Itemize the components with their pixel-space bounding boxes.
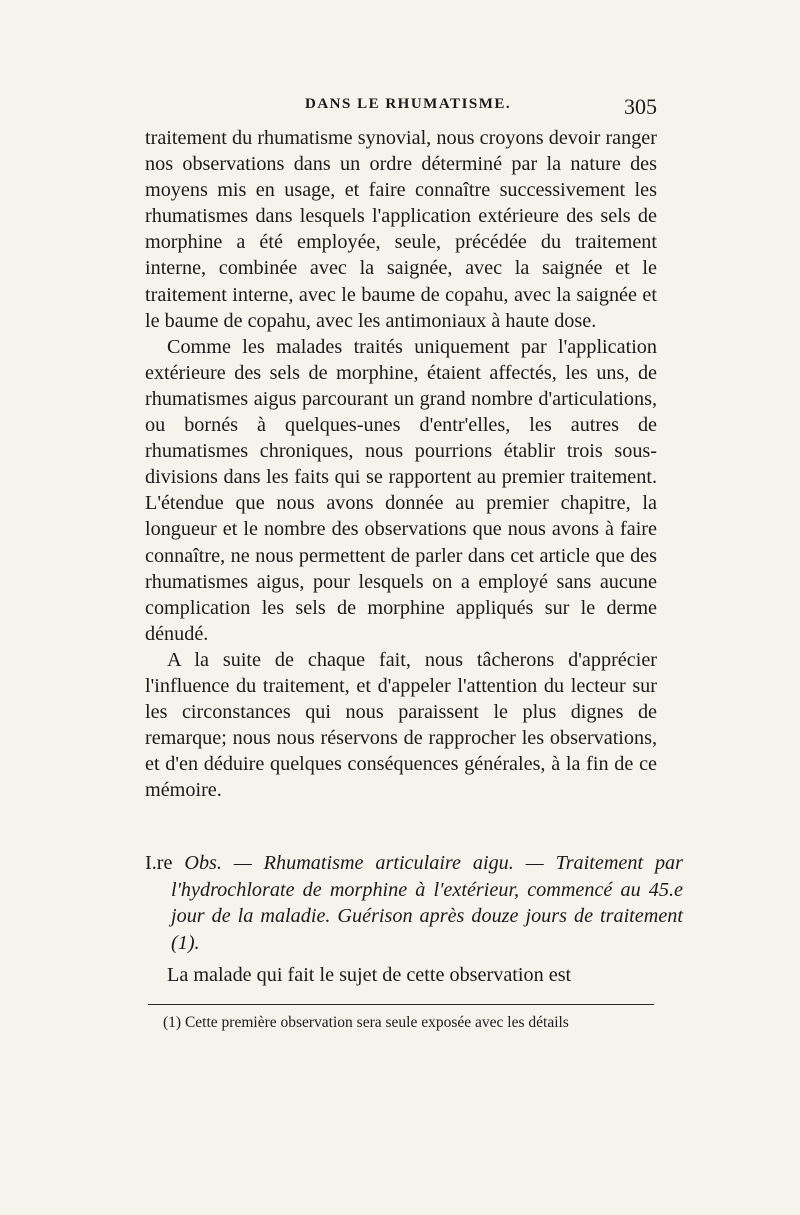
running-head [145, 96, 657, 120]
footnote: (1) Cette première observation sera seule exposée avec les détails [163, 1014, 569, 1031]
running-title: DANS LE RHUMATISME. [305, 96, 512, 112]
observation-heading [145, 850, 683, 956]
paragraph: traitement du rhumatisme synovial, nous croyons devoir ranger nos observations dans un ordre déterminé par la nature des moyens mis en usage, et faire connaître successivement les rhumatismes dans lesquels l'application extérieure des sels de morphine a été employée, seule, précédée du traitement interne, combinée avec la saignée, avec la saignée et le traitement interne, avec le baume de copahu, avec la saignée et le baume de copahu, avec les antimoniaux à haute dose. [145, 127, 657, 332]
paragraph: Comme les malades traités uniquement par l'application extérieure des sels de morphine, étaient affectés, les uns, de rhumatismes aigus parcourant un grand nombre d'articulations, ou bornés à quelques-unes d'entr'elles, les autres de rhumatismes chroniques, nous pourrions établir trois sous-divisions dans les faits qui se rapportent au premier traitement. L'étendue que nous avons donnée au premier chapitre, la longueur et le nombre des observations que nous avons à faire connaître, ne nous permettent de parler dans cet article que des rhumatismes aigus, pour lesquels on a employé sans aucune complication les sels de morphine appliqués sur le derme dénudé. [145, 335, 657, 645]
body-text [145, 125, 657, 803]
footnote-rule [148, 1004, 654, 1005]
paragraph-start: La malade qui fait le sujet de cette observation est [167, 964, 572, 986]
paragraph: A la suite de chaque fait, nous tâcherons d'apprécier l'influence du traitement, et d'appeler l'attention du lecteur sur les circonstances qui nous paraissent le plus dignes de remarque; nous nous réservons de rapprocher les observations, et d'en déduire quelques conséquences générales, à la fin de ce mémoire. [145, 648, 657, 802]
observation-number: I.re [145, 852, 173, 874]
page-number: 305 [624, 94, 657, 119]
observation-title: Obs. — Rhumatisme articulaire aigu. — Traitement par l'hydrochlorate de morphine à l'extérieur, commencé au 45.e jour de la maladie. Guérison après douze jours de traitement (1). [171, 852, 684, 954]
